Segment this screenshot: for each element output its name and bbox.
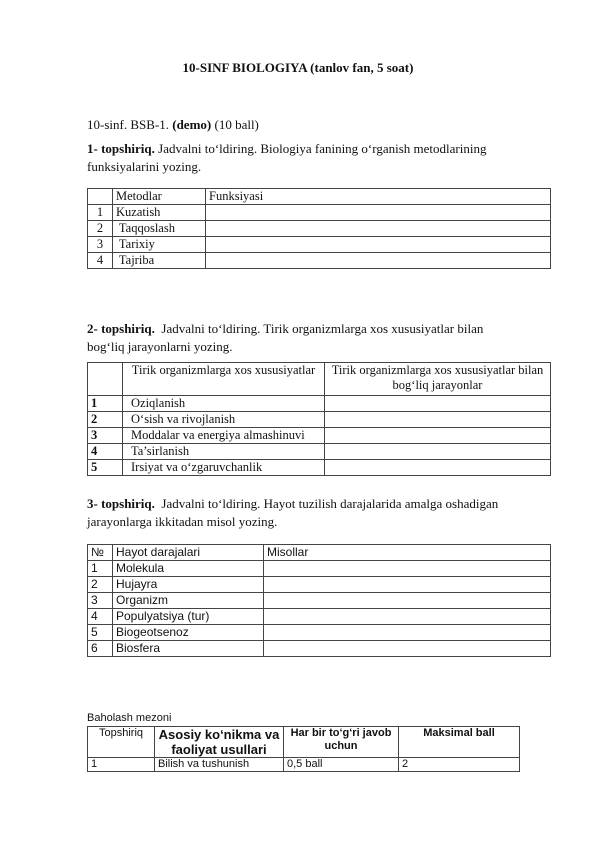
column-header: Metodlar bbox=[113, 189, 206, 205]
grading-table bbox=[87, 726, 520, 772]
answer-cell[interactable] bbox=[325, 396, 551, 412]
table-row bbox=[88, 412, 551, 428]
property-cell: O‘sish va rivojlanish bbox=[123, 412, 325, 428]
per-answer-cell: 0,5 ball bbox=[284, 758, 399, 772]
method-cell: Kuzatish bbox=[113, 205, 206, 221]
answer-cell[interactable] bbox=[206, 205, 551, 221]
table-row bbox=[88, 428, 551, 444]
column-header: Har bir to‘g‘ri javob uchun bbox=[284, 727, 399, 758]
table-row bbox=[88, 205, 551, 221]
answer-cell[interactable] bbox=[325, 444, 551, 460]
table-row bbox=[88, 253, 551, 269]
table-header-row bbox=[88, 189, 551, 205]
row-number: 4 bbox=[88, 444, 123, 460]
task2-text-line2: bog‘liq jarayonlarni yozing. bbox=[87, 339, 233, 354]
column-header bbox=[88, 363, 123, 396]
row-number: 1 bbox=[88, 561, 113, 577]
row-number: 3 bbox=[88, 237, 113, 253]
task2-instruction bbox=[87, 320, 557, 356]
answer-cell[interactable] bbox=[325, 460, 551, 476]
table-row bbox=[88, 593, 551, 609]
task2-text: Jadvalni to‘ldiring. Tirik organizmlarga xos xususiyatlar bilan bbox=[154, 321, 484, 336]
property-cell: Ta’sirlanish bbox=[123, 444, 325, 460]
demo-label: (demo) bbox=[172, 117, 212, 132]
level-cell: Biosfera bbox=[113, 641, 264, 657]
max-score-cell: 2 bbox=[399, 758, 520, 772]
row-number: 5 bbox=[88, 460, 123, 476]
row-number: 3 bbox=[88, 428, 123, 444]
column-header: Tirik organizmlarga xos xususiyatlar bilan bog‘liq jarayonlar bbox=[325, 363, 551, 396]
answer-cell[interactable] bbox=[264, 593, 551, 609]
task-number-cell: 1 bbox=[88, 758, 155, 772]
answer-cell[interactable] bbox=[325, 428, 551, 444]
answer-cell[interactable] bbox=[206, 237, 551, 253]
test-header bbox=[87, 116, 259, 134]
methods-table bbox=[87, 188, 551, 269]
table-row bbox=[88, 460, 551, 476]
column-header: Tirik organizmlarga xos xususiyatlar bbox=[123, 363, 325, 396]
column-header: Hayot darajalari bbox=[113, 545, 264, 561]
method-cell: Tarixiy bbox=[113, 237, 206, 253]
table-row bbox=[88, 221, 551, 237]
level-cell: Molekula bbox=[113, 561, 264, 577]
answer-cell[interactable] bbox=[206, 253, 551, 269]
column-header: Asosiy ko‘nikma va faoliyat usullari bbox=[155, 727, 284, 758]
task3-instruction bbox=[87, 495, 557, 531]
answer-cell[interactable] bbox=[264, 577, 551, 593]
answer-cell[interactable] bbox=[325, 412, 551, 428]
test-points: (10 ball) bbox=[211, 117, 259, 132]
table-header-row bbox=[88, 363, 551, 396]
table-header-row bbox=[88, 727, 520, 758]
test-code: 10-sinf. BSB-1. bbox=[87, 117, 173, 132]
property-cell: Oziqlanish bbox=[123, 396, 325, 412]
level-cell: Populyatsiya (tur) bbox=[113, 609, 264, 625]
property-cell: Moddalar va energiya almashinuvi bbox=[123, 428, 325, 444]
level-cell: Biogeotsenoz bbox=[113, 625, 264, 641]
row-number: 1 bbox=[88, 205, 113, 221]
row-number: 2 bbox=[88, 412, 123, 428]
task3-label: 3- topshiriq. bbox=[87, 496, 155, 511]
method-cell: Taqqoslash bbox=[113, 221, 206, 237]
row-number: 6 bbox=[88, 641, 113, 657]
row-number: 5 bbox=[88, 625, 113, 641]
table-row bbox=[88, 625, 551, 641]
level-cell: Hujayra bbox=[113, 577, 264, 593]
table-row bbox=[88, 237, 551, 253]
answer-cell[interactable] bbox=[264, 641, 551, 657]
answer-cell[interactable] bbox=[264, 625, 551, 641]
task3-text-line2: jarayonlarga ikkitadan misol yozing. bbox=[87, 514, 278, 529]
task1-label: 1- topshiriq. bbox=[87, 141, 155, 156]
table-row bbox=[88, 561, 551, 577]
column-header: Misollar bbox=[264, 545, 551, 561]
row-number: 2 bbox=[88, 577, 113, 593]
row-number: 4 bbox=[88, 609, 113, 625]
column-header: Funksiyasi bbox=[206, 189, 551, 205]
table-row bbox=[88, 444, 551, 460]
task3-text: Jadvalni to‘ldiring. Hayot tuzilish darajalarida amalga oshadigan bbox=[154, 496, 499, 511]
page-title: 10-SINF BIOLOGIYA (tanlov fan, 5 soat) bbox=[182, 60, 414, 75]
answer-cell[interactable] bbox=[264, 561, 551, 577]
property-cell: Irsiyat va o‘zgaruvchanlik bbox=[123, 460, 325, 476]
column-header bbox=[88, 189, 113, 205]
grading-label: Baholash mezoni bbox=[87, 712, 172, 724]
task1-instruction bbox=[87, 140, 557, 176]
column-header: Topshiriq bbox=[88, 727, 155, 758]
row-number: 4 bbox=[88, 253, 113, 269]
table-row bbox=[88, 577, 551, 593]
properties-table bbox=[87, 362, 551, 476]
table-row bbox=[88, 609, 551, 625]
answer-cell[interactable] bbox=[206, 221, 551, 237]
table-row bbox=[88, 758, 520, 772]
table-row bbox=[88, 396, 551, 412]
row-number: 2 bbox=[88, 221, 113, 237]
method-cell: Tajriba bbox=[113, 253, 206, 269]
life-levels-table bbox=[87, 544, 551, 657]
task2-label: 2- topshiriq. bbox=[87, 321, 155, 336]
answer-cell[interactable] bbox=[264, 609, 551, 625]
level-cell: Organizm bbox=[113, 593, 264, 609]
column-header: № bbox=[88, 545, 113, 561]
column-header: Maksimal ball bbox=[399, 727, 520, 758]
table-header-row bbox=[88, 545, 551, 561]
table-row bbox=[88, 641, 551, 657]
task1-text-line2: funksiyalarini yozing. bbox=[87, 159, 202, 174]
row-number: 1 bbox=[88, 396, 123, 412]
task1-text: Jadvalni to‘ldiring. Biologiya fanining o‘rganish metodlarining bbox=[154, 141, 487, 156]
row-number: 3 bbox=[88, 593, 113, 609]
skill-cell: Bilish va tushunish bbox=[155, 758, 284, 772]
